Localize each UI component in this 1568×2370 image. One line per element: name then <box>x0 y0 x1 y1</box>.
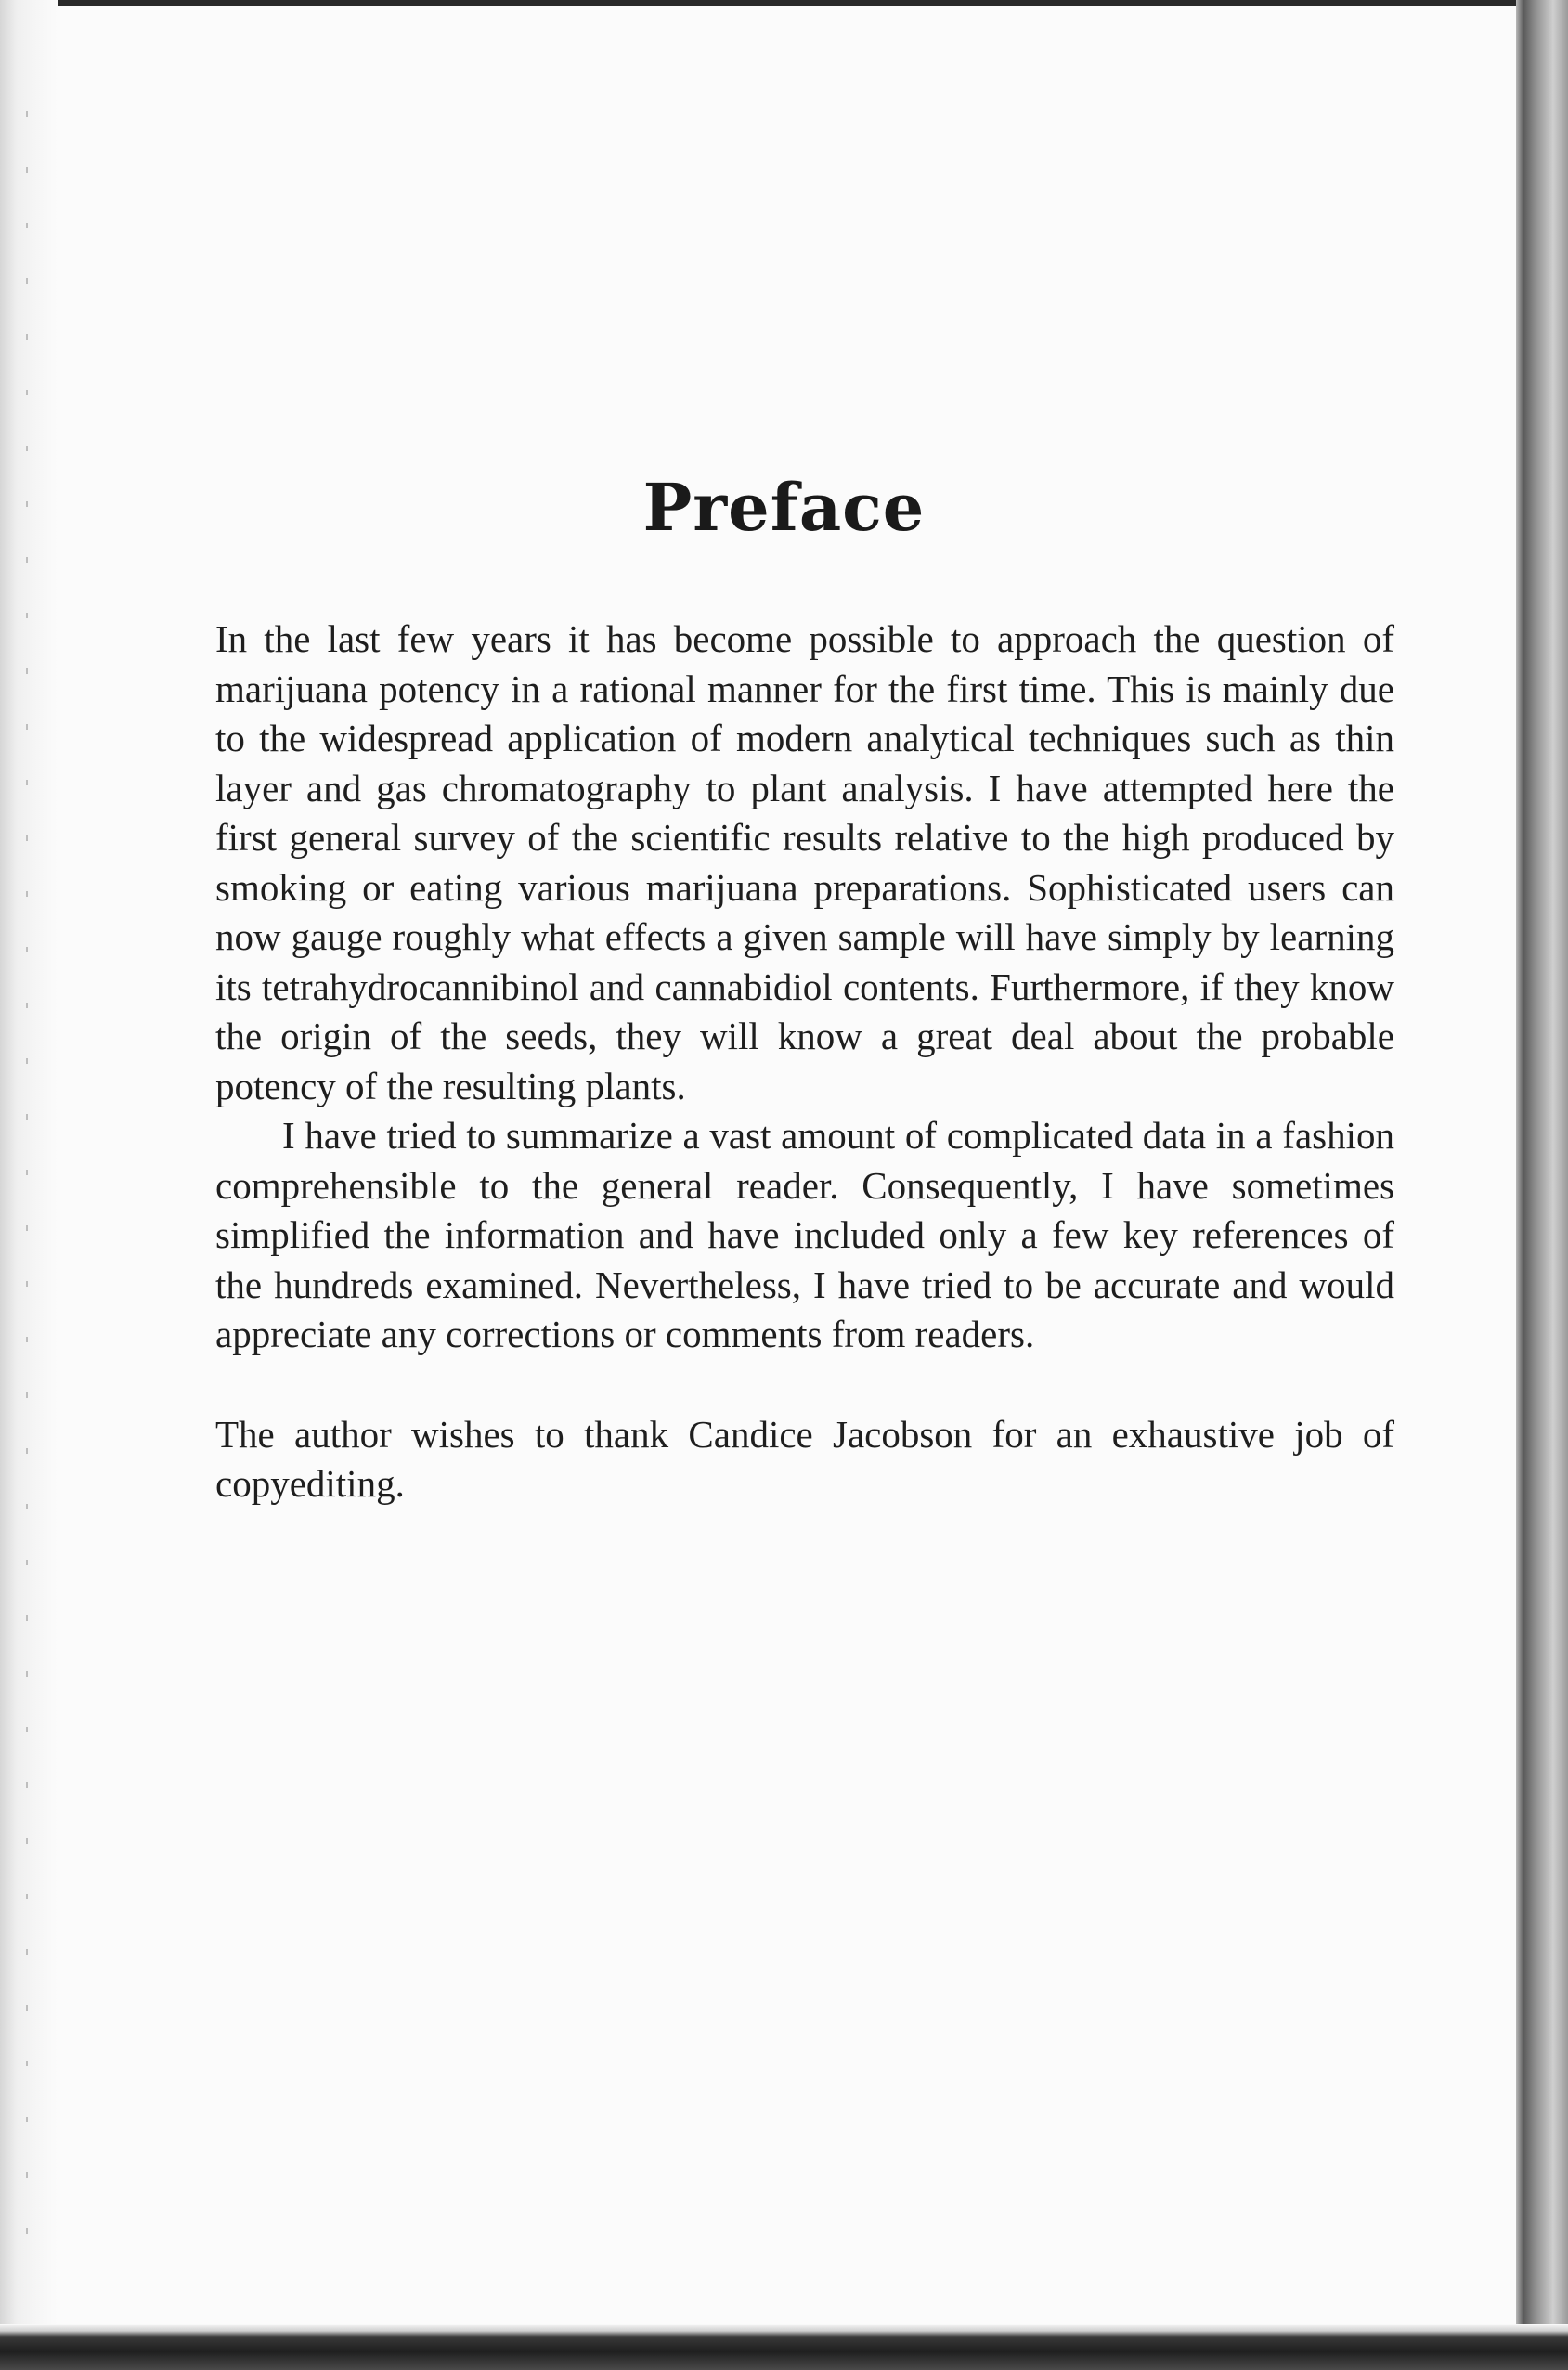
preface-paragraph-1: In the last few years it has become possible to approach the question of marijuana potency in a rational manner for the first time. This is mainly due to the widespread application of modern analytical techniques such as thin layer and gas chromatography to plant analysis. I have attempted here the first general survey of the scientific results relative to the high produced by smoking or eating various marijuana preparations. Sophisticated users can now gauge roughly what effects a given sample will have simply by learning its tetrahydrocannibinol and cannabidiol contents. Furthermore, if they know the origin of the seeds, they will know a great deal about the probable potency of the resulting plants. <box>215 617 1394 1107</box>
page-right-edge <box>1516 0 1568 2370</box>
acknowledgment-paragraph: The author wishes to thank Candice Jacobson for an exhaustive job of copyediting. <box>215 1412 1394 1505</box>
page-bottom-edge <box>0 2324 1568 2370</box>
binding-shadow <box>26 111 28 2247</box>
preface-paragraph-2: I have tried to summarize a vast amount of complicated data in a fashion comprehensible to the general reader. Consequently, I have sometimes simplified the information and have included only a few key references of the hundreds examined. Nevertheless, I have tried to be accurate and would appreciate any corrections or comments from readers. <box>215 1114 1394 1355</box>
preface-body <box>215 615 1394 1509</box>
page-left-edge <box>0 0 58 2370</box>
page-title: Preface <box>642 469 926 546</box>
page-top-edge <box>0 0 1568 6</box>
